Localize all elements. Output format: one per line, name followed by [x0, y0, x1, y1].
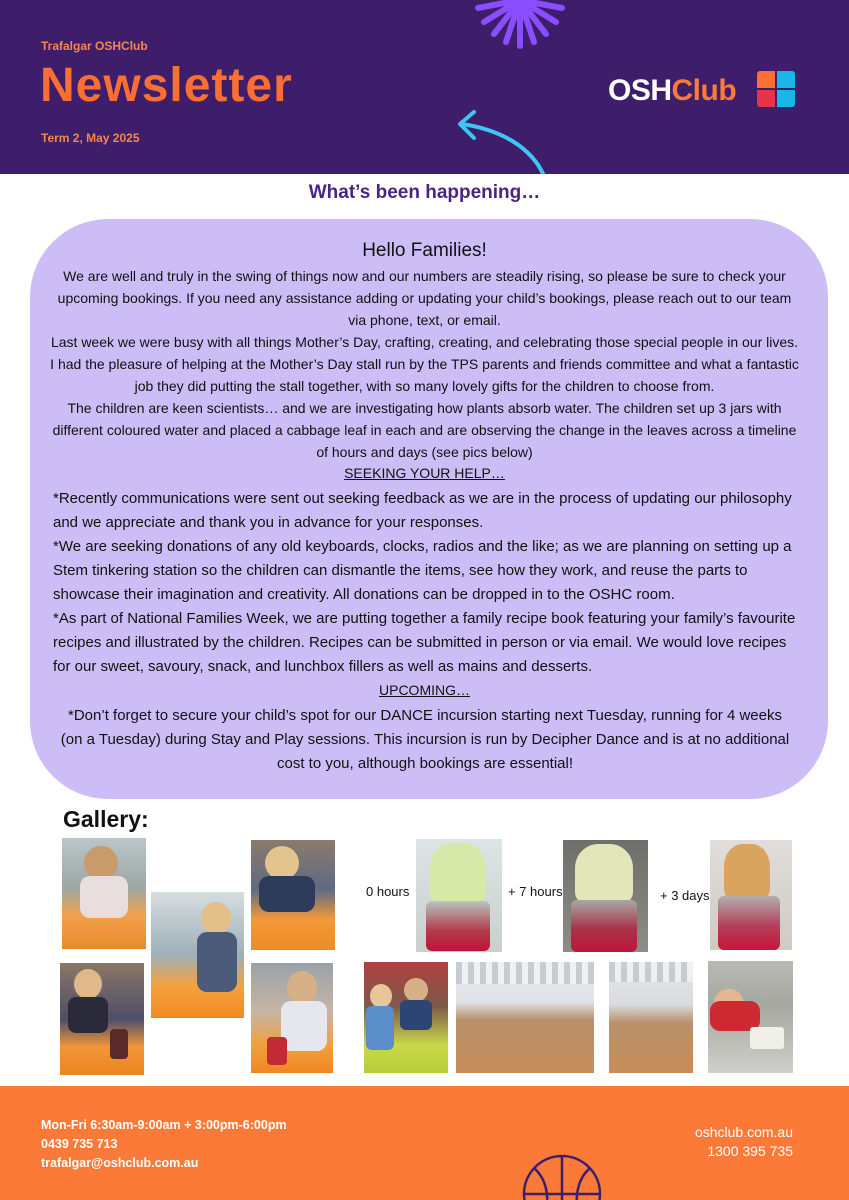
gallery-photo [60, 963, 144, 1075]
gallery-photo [708, 961, 793, 1073]
section-heading: What’s been happening… [308, 182, 541, 203]
intro-paragraph: The children are keen scientists… and we are investigating how plants absorb water. The children set up 3 jars with different coloured water and placed a cabbage leaf in each and are observing the change in the leaves across a timeline of hours and days (see pics below) [52, 400, 797, 460]
phone-number: 0439 735 713 [41, 1137, 118, 1151]
term-date: Term 2, May 2025 [41, 131, 140, 145]
footer-bar [0, 1086, 849, 1200]
greeting: Hello Families! [362, 240, 487, 261]
ball-icon [520, 1152, 604, 1200]
hotline-number: 1300 395 735 [707, 1143, 793, 1159]
cabbage-jar-photo [416, 839, 502, 952]
email-address: trafalgar@oshclub.com.au [41, 1156, 199, 1170]
newsletter-title: Newsletter [40, 59, 293, 112]
logo-text-club: Club [671, 74, 737, 107]
intro-text [50, 265, 799, 463]
gallery-photo [151, 892, 244, 1018]
gallery-photo [364, 962, 448, 1073]
cabbage-jar-photo [710, 840, 792, 950]
curved-arrow-icon [452, 108, 552, 174]
gallery-photo [251, 840, 335, 950]
help-item: *We are seeking donations of any old keyboards, clocks, radios and the like; as we are planning on setting up a Stem tinkering station so the children can dismantle the items, see how they work, and reuse the parts to showcase their imagination and creativity. All donations can be dropped in to the OSHC room. [53, 538, 792, 603]
upcoming-heading: UPCOMING… [379, 682, 470, 698]
intro-paragraph: We are well and truly in the swing of things now and our numbers are steadily rising, so please be sure to check your upcoming bookings. If you need any assistance adding or updating your child’s bookings, please reach out to our team via phone, text, or email. [57, 268, 792, 328]
seeking-help-heading: SEEKING YOUR HELP… [344, 465, 505, 481]
timeline-label: + 3 days [660, 888, 710, 903]
website-link[interactable]: oshclub.com.au [694, 1124, 793, 1140]
header-banner [0, 0, 849, 174]
help-item: *Recently communications were sent out seeking feedback as we are in the process of updating our philosophy and we appreciate and thank you in advance for your responses. [53, 490, 792, 531]
gallery-photo [251, 963, 333, 1073]
timeline-label: + 7 hours [508, 884, 563, 899]
cabbage-jar-photo [563, 840, 648, 952]
intro-paragraph: Last week we were busy with all things Mother’s Day, crafting, creating, and celebrating those special people in our lives. I had the pleasure of helping at the Mother’s Day stall run by the TPS parents and friends committee and what a fantastic job they did putting the stall together, with so many lovely gifts for the children to choose from. [50, 334, 799, 394]
gallery-photo [62, 838, 146, 949]
club-name: Trafalgar OSHClub [41, 39, 148, 53]
gallery-heading: Gallery: [63, 806, 149, 832]
gym-photo [609, 962, 693, 1073]
gym-photo [456, 962, 594, 1073]
help-item: *As part of National Families Week, we are putting together a family recipe book featuring your family’s favourite recipes and illustrated by the children. Recipes can be submitted in person or via email. We would love recipes for our sweet, savoury, snack, and lunchbox fillers as well as mains and desserts. [53, 610, 796, 675]
timeline-label: 0 hours [366, 884, 410, 899]
logo-blocks-icon [757, 71, 797, 109]
seeking-help-list [53, 487, 803, 679]
opening-hours: Mon-Fri 6:30am-9:00am + 3:00pm-6:00pm [41, 1118, 287, 1132]
oshclub-logo [608, 74, 736, 108]
logo-text-osh: OSH [608, 74, 672, 107]
dance-incursion-text: *Don’t forget to secure your child’s spot for our DANCE incursion starting next Tuesday, running for 4 weeks (on a Tuesday) during Stay and Play sessions. This incursion is run by Decipher Dance and is at no additional cost to you, although bookings are essential! [60, 707, 790, 772]
sunburst-decoration [470, 0, 570, 50]
